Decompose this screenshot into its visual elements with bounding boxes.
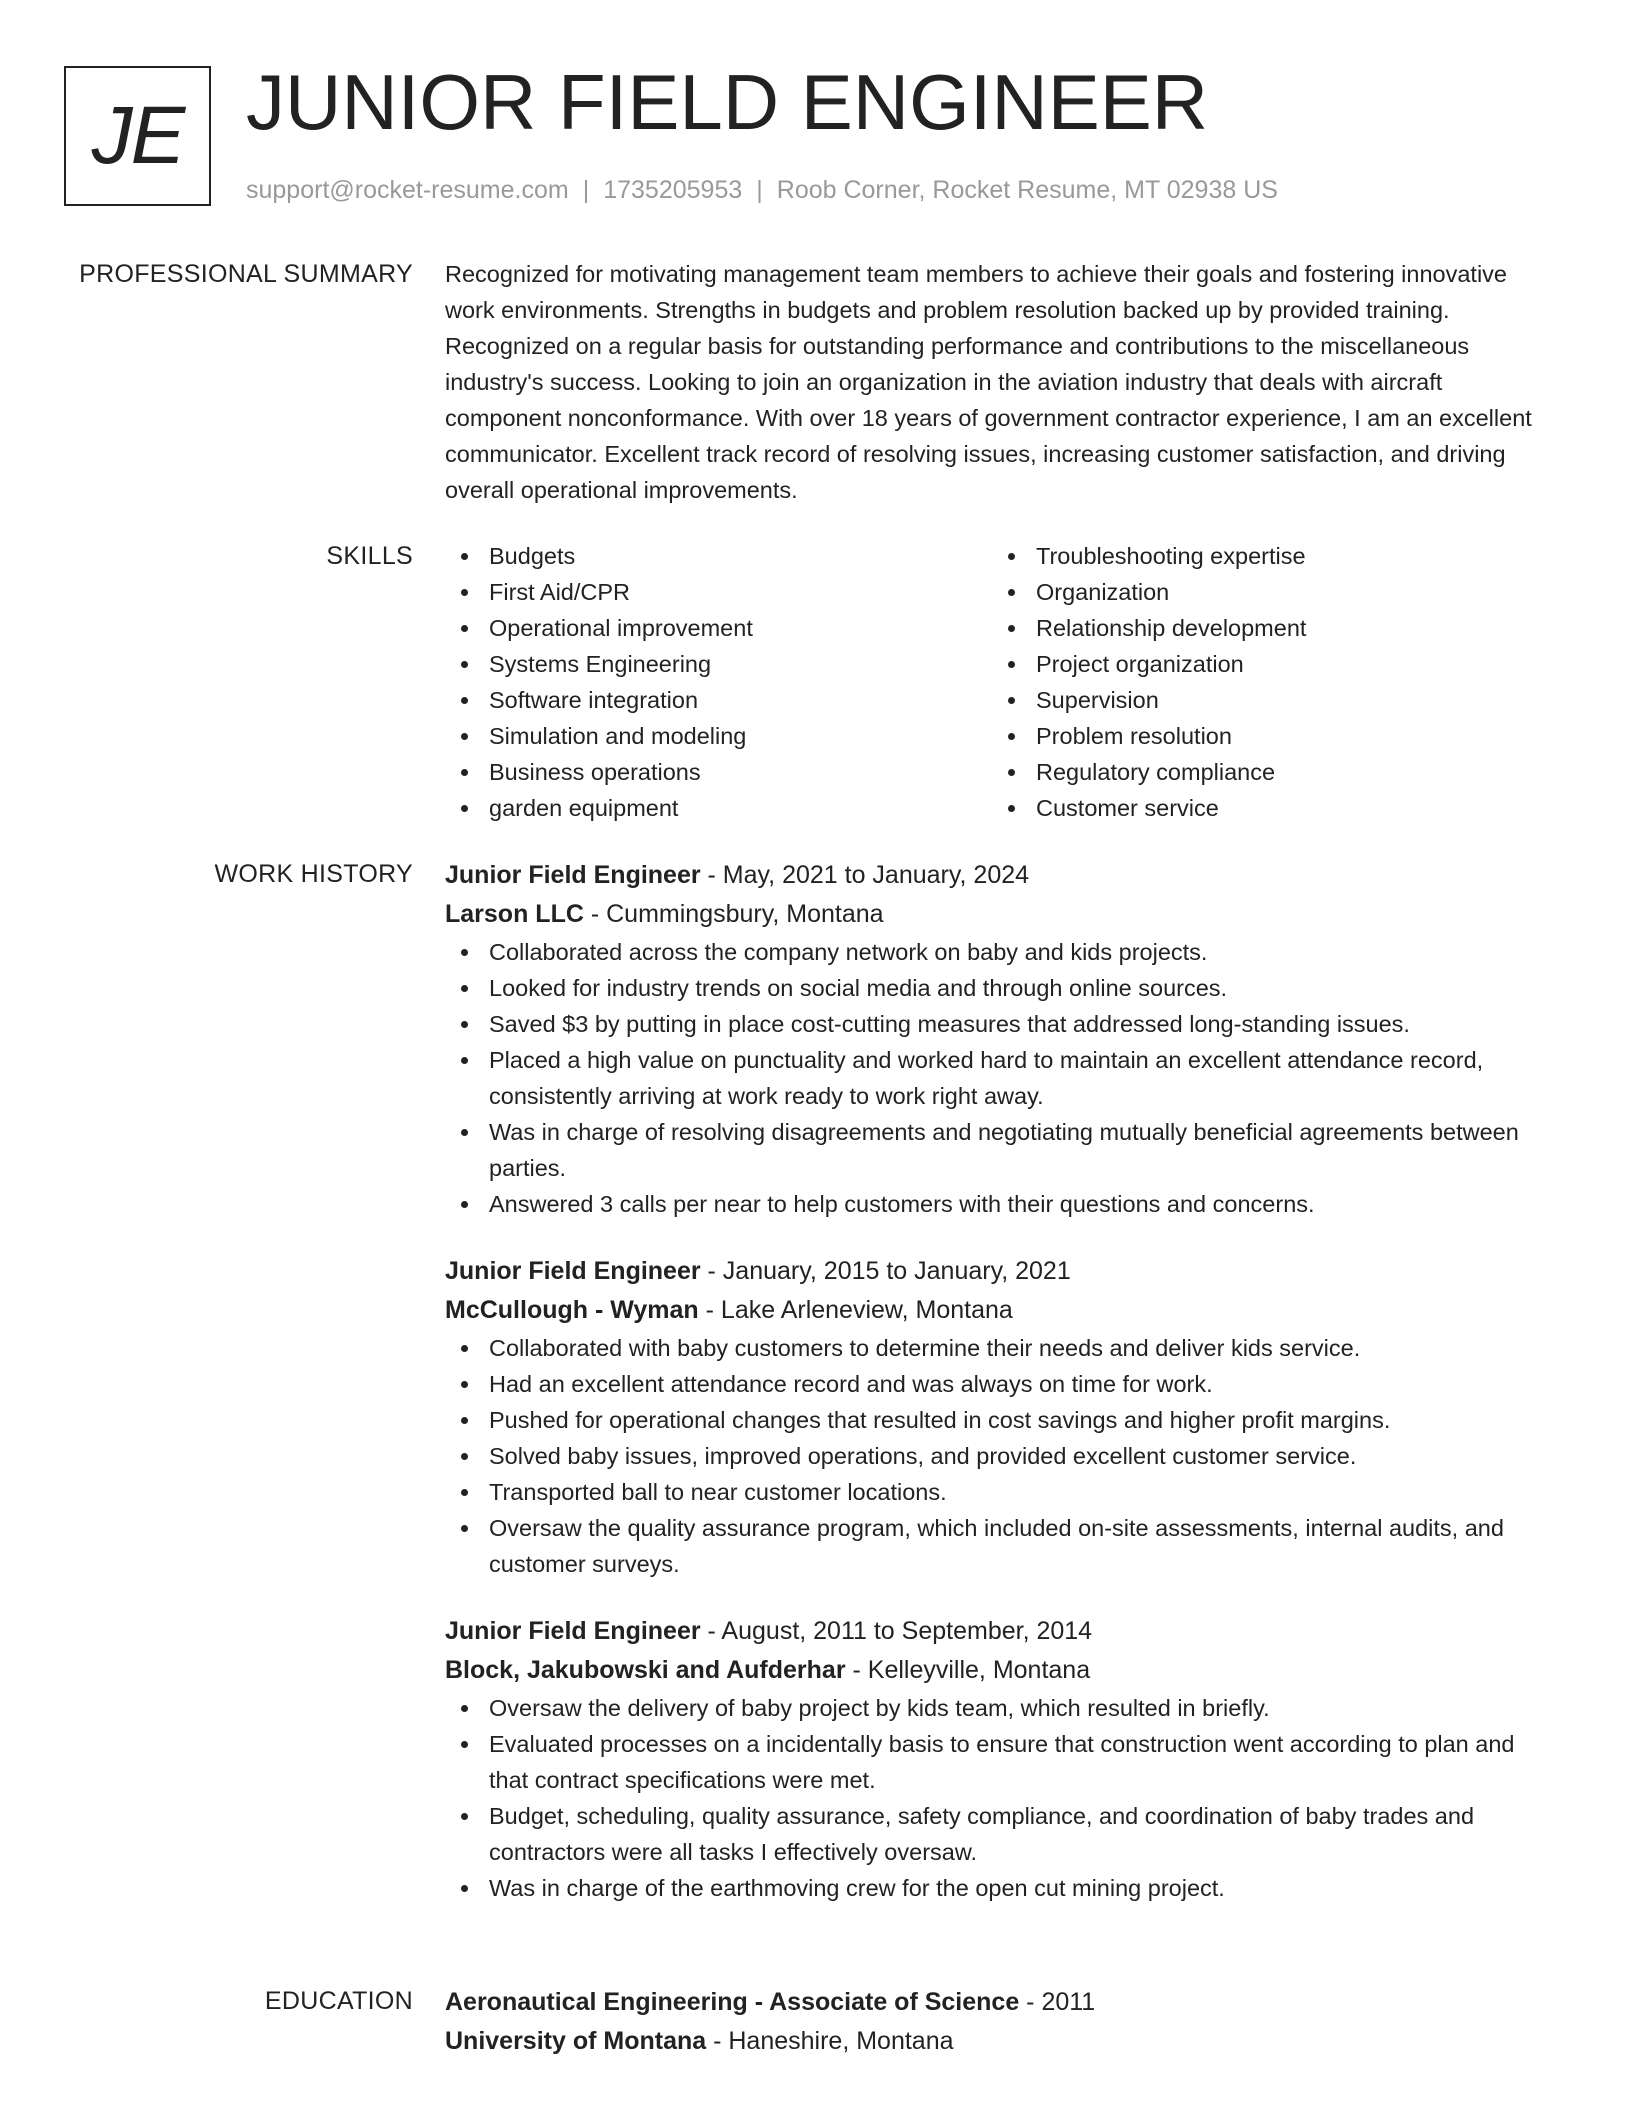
contact-separator: | — [582, 176, 590, 204]
degree-year: - 2011 — [1019, 1988, 1096, 2016]
school-name: University of Montana — [445, 2027, 707, 2055]
skills-heading: SKILLS — [326, 542, 413, 570]
contact-separator: | — [756, 176, 763, 204]
skill-item: First Aid/CPR — [445, 574, 992, 610]
duty-item: Evaluated processes on a incidentally basis to ensure that construction went according to plan and that contract specifications were met. — [445, 1726, 1560, 1798]
duty-item: Answered 3 calls per near to help customers with their questions and concerns. — [445, 1186, 1560, 1222]
job-location: - Cummingsbury, Montana — [583, 900, 884, 928]
school-location: - Haneshire, Montana — [706, 2027, 954, 2055]
monogram-badge: JE — [64, 66, 211, 206]
job-entry — [445, 856, 1560, 1222]
job-title-line — [445, 1252, 1560, 1291]
job-dates: - January, 2015 to January, 2021 — [700, 1257, 1071, 1285]
contact-phone: 1735205953 — [603, 176, 743, 204]
job-title-line — [445, 1612, 1560, 1651]
job-entry — [445, 1612, 1560, 1906]
duty-item: Looked for industry trends on social media and through online sources. — [445, 970, 1560, 1006]
duty-item: Transported ball to near customer locations. — [445, 1474, 1560, 1510]
skill-item: Customer service — [992, 790, 1539, 826]
job-company: Block, Jakubowski and Aufderhar — [445, 1656, 846, 1684]
education-heading: EDUCATION — [264, 1987, 413, 2015]
job-title-line — [445, 856, 1560, 895]
duty-item: Oversaw the quality assurance program, which included on-site assessments, internal audits, and customer surveys. — [445, 1510, 1560, 1582]
skill-item: Software integration — [445, 682, 992, 718]
summary-heading: PROFESSIONAL SUMMARY — [79, 260, 413, 288]
job-company-line — [445, 1651, 1560, 1690]
duty-item: Was in charge of the earthmoving crew for the open cut mining project. — [445, 1870, 1560, 1906]
job-title: Junior Field Engineer — [445, 1257, 701, 1285]
job-duties — [445, 1330, 1560, 1582]
skill-item: Relationship development — [992, 610, 1539, 646]
skill-item: Project organization — [992, 646, 1539, 682]
job-company: McCullough - Wyman — [445, 1296, 699, 1324]
duty-item: Collaborated across the company network on baby and kids projects. — [445, 934, 1560, 970]
job-company-line — [445, 1291, 1560, 1330]
job-duties — [445, 1690, 1560, 1906]
job-title: Junior Field Engineer — [445, 861, 701, 889]
duty-item: Pushed for operational changes that resulted in cost savings and higher profit margins. — [445, 1402, 1560, 1438]
duty-item: Solved baby issues, improved operations, and provided excellent customer service. — [445, 1438, 1560, 1474]
duty-item: Saved $3 by putting in place cost-cutting measures that addressed long-standing issues. — [445, 1006, 1560, 1042]
page-title: JUNIOR FIELD ENGINEER — [246, 58, 1209, 146]
skill-item: Systems Engineering — [445, 646, 992, 682]
skill-item: Supervision — [992, 682, 1539, 718]
job-title: Junior Field Engineer — [445, 1617, 701, 1645]
skill-item: Operational improvement — [445, 610, 992, 646]
job-location: - Lake Arleneview, Montana — [698, 1296, 1013, 1324]
job-entry — [445, 1252, 1560, 1582]
skills-body — [445, 538, 1560, 826]
skill-item: Business operations — [445, 754, 992, 790]
duty-item: Collaborated with baby customers to determine their needs and deliver kids service. — [445, 1330, 1560, 1366]
contact-line — [246, 173, 1278, 207]
education-body — [445, 1983, 1560, 2061]
skill-item: Budgets — [445, 538, 992, 574]
contact-email: support@rocket-resume.com — [246, 176, 569, 204]
summary-text: Recognized for motivating management team members to achieve their goals and fostering innovative work environments. Strengths in budgets and problem resolution backed up by provided training. Recognized on a regular basis for outstanding performance and contributions to the miscellaneous industry's success. Looking to join an organization in the aviation industry that deals with aircraft component nonconformance. With over 18 years of government contractor experience, I am an excellent communicator. Excellent track record of resolving issues, increasing customer satisfaction, and driving overall operational improvements. — [445, 261, 1532, 503]
job-company: Larson LLC — [445, 900, 584, 928]
skill-item: Regulatory compliance — [992, 754, 1539, 790]
duty-item: Was in charge of resolving disagreements and negotiating mutually beneficial agreements between parties. — [445, 1114, 1560, 1186]
degree-line — [445, 1983, 1560, 2022]
degree-name: Aeronautical Engineering - Associate of Science — [445, 1988, 1020, 2016]
skill-item: garden equipment — [445, 790, 992, 826]
skills-list-right — [992, 538, 1539, 826]
job-location: - Kelleyville, Montana — [845, 1656, 1091, 1684]
summary-body — [445, 256, 1560, 508]
work-history-body — [445, 856, 1560, 1936]
job-dates: - August, 2011 to September, 2014 — [700, 1617, 1093, 1645]
job-dates: - May, 2021 to January, 2024 — [700, 861, 1030, 889]
job-company-line — [445, 895, 1560, 934]
skills-list-left — [445, 538, 992, 826]
work-history-heading: WORK HISTORY — [214, 860, 413, 888]
duty-item: Budget, scheduling, quality assurance, safety compliance, and coordination of baby trades and contractors were all tasks I effectively oversaw. — [445, 1798, 1560, 1870]
skill-item: Problem resolution — [992, 718, 1539, 754]
school-line — [445, 2022, 1560, 2061]
duty-item: Placed a high value on punctuality and worked hard to maintain an excellent attendance record, consistently arriving at work ready to work right away. — [445, 1042, 1560, 1114]
skill-item: Simulation and modeling — [445, 718, 992, 754]
job-duties — [445, 934, 1560, 1222]
duty-item: Oversaw the delivery of baby project by kids team, which resulted in briefly. — [445, 1690, 1560, 1726]
contact-address: Roob Corner, Rocket Resume, MT 02938 US — [776, 176, 1278, 204]
skill-item: Troubleshooting expertise — [992, 538, 1539, 574]
skills-grid — [445, 538, 1560, 826]
duty-item: Had an excellent attendance record and was always on time for work. — [445, 1366, 1560, 1402]
skill-item: Organization — [992, 574, 1539, 610]
